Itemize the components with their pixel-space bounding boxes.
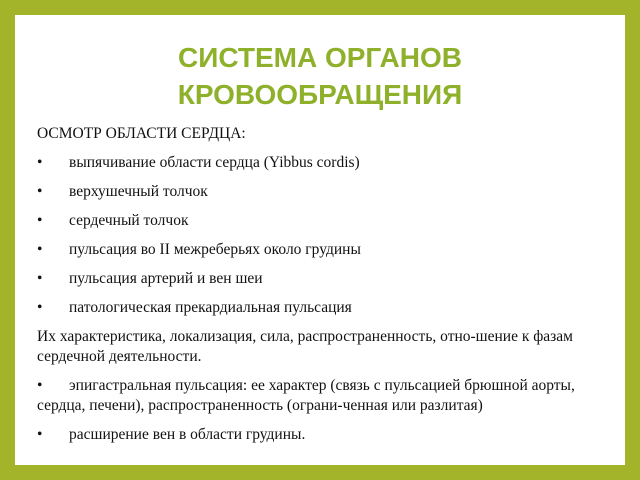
bullet-icon: • — [37, 183, 43, 200]
list-item — [37, 240, 617, 260]
bullet-icon: • — [37, 426, 43, 443]
bullet-icon: • — [37, 154, 43, 171]
slide-title — [15, 39, 625, 113]
list-item — [37, 269, 617, 289]
bullet-icon: • — [37, 212, 43, 229]
list-item — [37, 298, 617, 318]
title-line-2: КРОВООБРАЩЕНИЯ — [177, 79, 463, 110]
list-item-text: пульсация во II межреберьях около грудины — [69, 241, 361, 258]
bullet-icon: • — [37, 241, 43, 258]
bullet-icon: • — [37, 299, 43, 316]
list-item-text: выпячивание области сердца (Yibbus cordis) — [69, 154, 360, 171]
list-item-text: эпигастральная пульсация: ее характер (связь с пульсацией брюшной аорты, сердца, печени), распространенность (ограни-ченная или разлитая) — [37, 377, 575, 414]
list-item — [37, 376, 617, 416]
list-item — [37, 153, 617, 173]
list-item-text: сердечный толчок — [69, 212, 189, 229]
list-item-text: верхушечный толчок — [69, 183, 208, 200]
characteristics-paragraph: Их характеристика, локализация, сила, распространенность, отно-шение к фазам сердечной деятельности. — [37, 328, 573, 365]
bullet-icon: • — [37, 270, 43, 287]
section-heading: ОСМОТР ОБЛАСТИ СЕРДЦА: — [37, 125, 246, 142]
list-item — [37, 425, 617, 445]
list-item — [37, 211, 617, 231]
slide-content — [37, 124, 617, 454]
list-item-text: патологическая прекардиальная пульсация — [69, 299, 352, 316]
slide — [15, 15, 625, 465]
bullet-icon: • — [37, 377, 43, 394]
list-item — [37, 182, 617, 202]
list-item-text: расширение вен в области грудины. — [69, 426, 306, 443]
title-line-1: СИСТЕМА ОРГАНОВ — [178, 42, 462, 73]
list-item-text: пульсация артерий и вен шеи — [69, 270, 263, 287]
